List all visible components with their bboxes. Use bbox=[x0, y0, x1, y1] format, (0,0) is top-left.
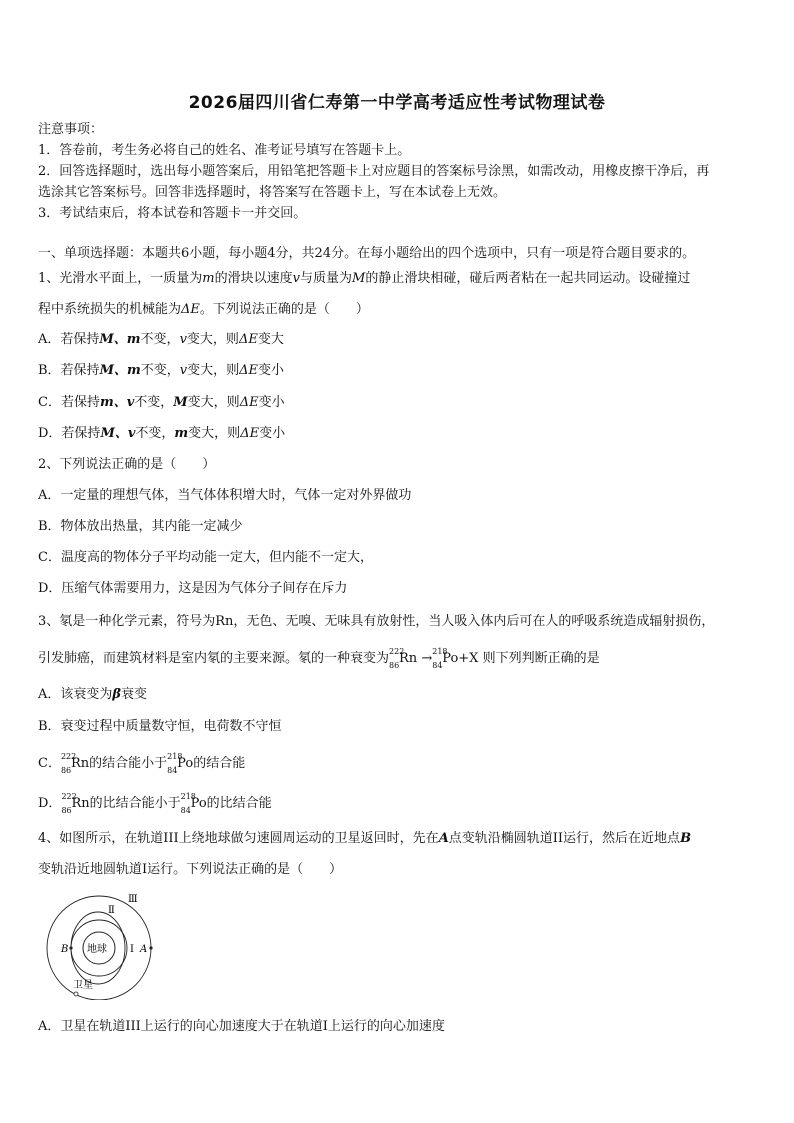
atomic-number: 84 bbox=[180, 806, 191, 815]
q2-option-c: C．温度高的物体分子平均动能一定大，但内能不一定大， bbox=[38, 550, 373, 565]
option-var: M bbox=[173, 395, 188, 410]
q1-var-m: m bbox=[202, 271, 215, 286]
q1-option-c bbox=[38, 394, 758, 412]
q1-var-dE: ΔE bbox=[181, 302, 200, 317]
q1-text: 程中系统损失的机械能为 bbox=[38, 302, 182, 317]
q4-option-a: A．卫星在轨道III上运行的向心加速度大于在轨道I上运行的向心加速度 bbox=[38, 1019, 445, 1034]
option-text: A．该衰变为 bbox=[38, 687, 113, 702]
option-text: 衰变 bbox=[121, 687, 148, 702]
q2-option-b: B．物体放出热量，其内能一定减少 bbox=[38, 519, 243, 534]
element-symbol: Rn bbox=[70, 756, 90, 771]
q4-stem-line1 bbox=[38, 830, 758, 848]
q3-text: 则下列判断正确的是 bbox=[482, 651, 600, 666]
q2-stem: 2、下列说法正确的是（ ） bbox=[38, 457, 216, 472]
nuclide-po bbox=[180, 792, 207, 815]
label-satellite: 卫星 bbox=[73, 980, 93, 991]
page-title: 2026届四川省仁寿第一中学高考适应性考试物理试卷 bbox=[188, 93, 606, 113]
q1-text: 的滑块以速度 bbox=[214, 271, 293, 286]
atomic-number: 86 bbox=[61, 806, 72, 815]
q3-option-c bbox=[38, 752, 758, 775]
atomic-number: 86 bbox=[389, 661, 400, 670]
option-text: B．若保持 bbox=[38, 363, 100, 378]
product-x: +X bbox=[458, 651, 479, 666]
nuclide-rn bbox=[389, 647, 418, 670]
option-vars: M、m bbox=[99, 363, 141, 378]
option-text: 的结合能小于 bbox=[89, 756, 168, 771]
q1-option-d bbox=[38, 425, 758, 443]
q1-option-a bbox=[38, 331, 758, 349]
q1-text: 与质量为 bbox=[299, 271, 352, 286]
nuclide-po bbox=[167, 752, 194, 775]
label-ii: Ⅱ bbox=[108, 905, 115, 916]
nuclide-po bbox=[432, 647, 459, 670]
point-a-dot bbox=[149, 946, 152, 949]
arrow-icon: → bbox=[421, 651, 433, 666]
option-var: v bbox=[179, 332, 187, 347]
option-text: 变小 bbox=[258, 395, 285, 410]
option-dE: ΔE bbox=[239, 363, 258, 378]
beta-symbol: β bbox=[112, 687, 122, 702]
nuclide-rn bbox=[61, 792, 90, 815]
q3-option-a bbox=[38, 686, 758, 704]
option-text: C．若保持 bbox=[38, 395, 100, 410]
q1-option-b bbox=[38, 362, 758, 380]
option-vars: M、v bbox=[100, 426, 136, 441]
option-vars: M、m bbox=[99, 332, 141, 347]
mass-number: 218 bbox=[180, 792, 196, 801]
mass-number: 218 bbox=[167, 752, 183, 761]
q3-stem-line2 bbox=[38, 647, 758, 670]
atomic-number: 84 bbox=[432, 661, 443, 670]
q1-text: 。下列说法正确的是（ ） bbox=[199, 302, 369, 317]
option-text: 变大 bbox=[257, 332, 284, 347]
option-text: 变小 bbox=[258, 363, 285, 378]
notice-item-1: 1．答卷前，考生务必将自己的姓名、准考证号填写在答题卡上。 bbox=[38, 143, 411, 158]
notice-item-3: 3．考试结束后，将本试卷和答题卡一并交回。 bbox=[38, 206, 307, 221]
q1-text: 1、光滑水平面上，一质量为 bbox=[38, 271, 203, 286]
element-symbol: Po bbox=[177, 756, 194, 771]
point-b-dot bbox=[69, 946, 72, 949]
option-var: m bbox=[174, 426, 189, 441]
q3-stem-line1: 3、氡是一种化学元素，符号为Rn，无色、无嗅、无味具有放射性，当人吸入体内后可在人的呼吸系统造成辐射损伤， bbox=[38, 614, 715, 629]
option-text: C． bbox=[38, 756, 61, 771]
option-text: 的结合能 bbox=[193, 756, 246, 771]
point-a: A bbox=[438, 831, 449, 846]
option-text: 的比结合能小于 bbox=[89, 796, 181, 811]
mass-number: 222 bbox=[60, 752, 77, 761]
option-text: A．若保持 bbox=[38, 332, 100, 347]
notice-heading: 注意事项： bbox=[38, 122, 104, 137]
atomic-number: 86 bbox=[60, 766, 72, 775]
q4-text: 点变轨沿椭圆轨道II运行，然后在近地点 bbox=[448, 831, 681, 846]
q3-option-b: B．衰变过程中质量数守恒，电荷数不守恒 bbox=[38, 719, 282, 734]
element-symbol: Po bbox=[190, 796, 207, 811]
option-text: 变大，则 bbox=[187, 395, 240, 410]
q1-stem-line2 bbox=[38, 301, 758, 319]
option-text: 变小 bbox=[259, 426, 286, 441]
option-var: v bbox=[179, 363, 188, 378]
option-vars: m、v bbox=[99, 395, 135, 410]
mass-number: 218 bbox=[432, 647, 448, 656]
orbit-diagram bbox=[42, 888, 162, 1000]
q3-text: 引发肺癌，而建筑材料是室内氡的主要来源。氡的一种衰变为 bbox=[38, 651, 390, 666]
atomic-number: 84 bbox=[167, 766, 178, 775]
mass-number: 222 bbox=[389, 647, 405, 656]
notice-item-2: 2．回答选择题时，选出每小题答案后，用铅笔把答题卡上对应题目的答案标号涂黑，如需改动，用橡皮擦干净后，再 bbox=[38, 164, 710, 179]
section-heading: 一、单项选择题：本题共6小题，每小题4分，共24分。在每小题给出的四个选项中，只有一项是符合题目要求的。 bbox=[38, 246, 696, 261]
q1-var-M: M bbox=[352, 271, 366, 286]
option-text: 的比结合能 bbox=[206, 796, 272, 811]
point-b: B bbox=[680, 831, 692, 846]
option-text: 变大，则 bbox=[186, 332, 239, 347]
q1-var-v: v bbox=[292, 271, 300, 286]
q4-stem-line2: 变轨沿近地圆轨道I运行。下列说法正确的是（ ） bbox=[38, 862, 343, 877]
element-symbol: Po bbox=[442, 651, 459, 666]
label-b: B bbox=[61, 944, 69, 955]
satellite-dot bbox=[74, 992, 78, 996]
option-text: 不变， bbox=[135, 426, 175, 441]
label-iii: Ⅲ bbox=[128, 894, 138, 905]
q4-text: 4、如图所示，在轨道III上绕地球做匀速圆周运动的卫星返回时，先在 bbox=[38, 831, 439, 846]
option-text: 变大，则 bbox=[188, 426, 241, 441]
q2-option-a: A．一定量的理想气体，当气体体积增大时，气体一定对外界做功 bbox=[38, 488, 412, 503]
q1-stem-line1 bbox=[38, 270, 758, 288]
option-dE: ΔE bbox=[239, 395, 259, 410]
mass-number: 222 bbox=[61, 792, 77, 801]
option-dE: ΔE bbox=[240, 426, 260, 441]
q2-option-d: D．压缩气体需要用力，这是因为气体分子间存在斥力 bbox=[38, 581, 348, 596]
label-a: A bbox=[140, 944, 148, 955]
option-text: 不变， bbox=[140, 363, 180, 378]
q1-text: 的静止滑块相碰，碰后两者粘在一起共同运动。设碰撞过 bbox=[365, 271, 691, 286]
nuclide-rn bbox=[60, 752, 90, 775]
option-text: 不变， bbox=[134, 395, 174, 410]
label-i: I bbox=[130, 944, 134, 955]
element-symbol: Rn bbox=[399, 651, 418, 666]
option-text: 不变， bbox=[140, 332, 180, 347]
label-earth: 地球 bbox=[87, 944, 107, 955]
option-text: 变大，则 bbox=[187, 363, 240, 378]
notice-item-2-cont: 选涂其它答案标号。回答非选择题时，将答案写在答题卡上，写在本试卷上无效。 bbox=[38, 185, 507, 200]
element-symbol: Rn bbox=[71, 796, 90, 811]
q3-option-d bbox=[38, 792, 758, 815]
option-text: D．若保持 bbox=[38, 426, 101, 441]
option-dE: ΔE bbox=[238, 332, 258, 347]
option-text: D． bbox=[38, 796, 62, 811]
